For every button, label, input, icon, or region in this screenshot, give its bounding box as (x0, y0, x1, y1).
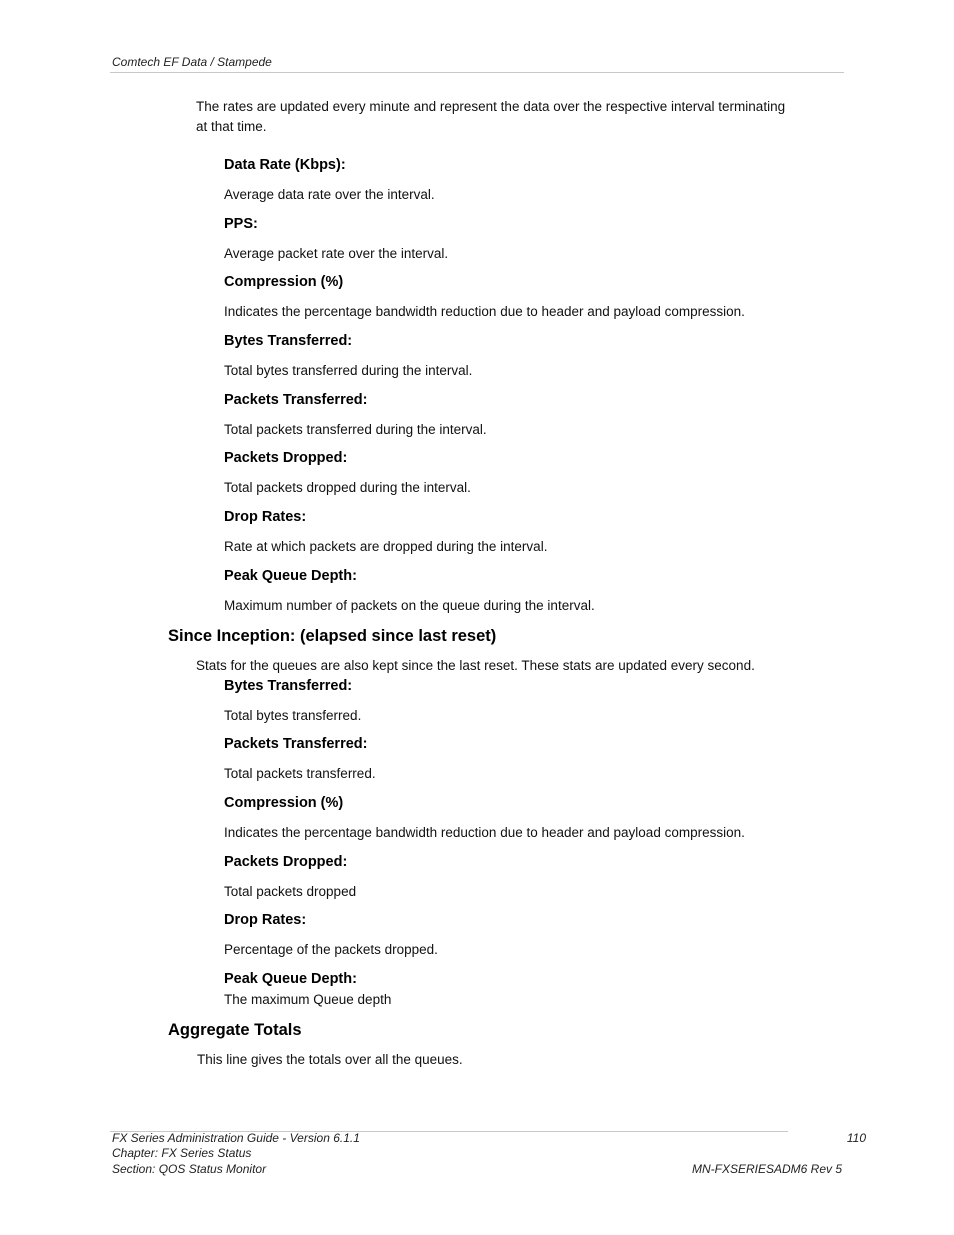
since-desc-packets-transferred: Total packets transferred. (224, 766, 376, 781)
running-header: Comtech EF Data / Stampede (112, 55, 272, 69)
footer-chapter: Chapter: FX Series Status (112, 1146, 252, 1160)
desc-data-rate: Average data rate over the interval. (224, 187, 435, 202)
since-desc-peak-queue-depth: The maximum Queue depth (224, 992, 392, 1007)
desc-packets-dropped: Total packets dropped during the interval. (224, 480, 471, 495)
footer-section: Section: QOS Status Monitor (112, 1162, 267, 1176)
since-desc-bytes-transferred: Total bytes transferred. (224, 708, 362, 723)
since-desc-compression: Indicates the percentage bandwidth reduction due to header and payload compression. (224, 825, 745, 840)
since-desc-drop-rates: Percentage of the packets dropped. (224, 942, 438, 957)
since-desc-packets-dropped: Total packets dropped (224, 884, 357, 899)
desc-bytes-transferred: Total bytes transferred during the interval. (224, 363, 473, 378)
intro-line-2: at that time. (196, 119, 267, 134)
since-term-bytes-transferred: Bytes Transferred: (224, 678, 353, 694)
desc-packets-transferred: Total packets transferred during the interval. (224, 422, 487, 437)
term-compression: Compression (%) (224, 274, 344, 290)
page-number: 110 (846, 1131, 866, 1145)
desc-compression: Indicates the percentage bandwidth reduction due to header and payload compression. (224, 304, 745, 319)
footer-guide-title: FX Series Administration Guide - Version 6.1.1 (112, 1131, 360, 1145)
term-peak-queue-depth: Peak Queue Depth: (224, 568, 357, 584)
term-bytes-transferred: Bytes Transferred: (224, 333, 353, 349)
term-data-rate: Data Rate (Kbps): (224, 157, 346, 173)
since-term-packets-dropped: Packets Dropped: (224, 854, 348, 870)
since-term-compression: Compression (%) (224, 795, 344, 811)
since-term-peak-queue-depth: Peak Queue Depth: (224, 971, 357, 987)
since-inception-heading: Since Inception: (elapsed since last reset) (168, 627, 497, 645)
intro-line-1: The rates are updated every minute and represent the data over the respective interval terminating (196, 99, 786, 114)
desc-drop-rates: Rate at which packets are dropped during the interval. (224, 539, 548, 554)
term-packets-transferred: Packets Transferred: (224, 392, 368, 408)
since-inception-intro: Stats for the queues are also kept since the last reset. These stats are updated every second. (196, 658, 755, 673)
footer-document-id: MN-FXSERIESADM6 Rev 5 (691, 1162, 842, 1176)
aggregate-totals-text: This line gives the totals over all the queues. (197, 1052, 463, 1067)
term-drop-rates: Drop Rates: (224, 509, 307, 525)
term-packets-dropped: Packets Dropped: (224, 450, 348, 466)
since-term-packets-transferred: Packets Transferred: (224, 736, 368, 752)
header-rule (110, 72, 844, 73)
term-pps: PPS: (224, 216, 258, 232)
desc-pps: Average packet rate over the interval. (224, 246, 449, 261)
aggregate-totals-heading: Aggregate Totals (168, 1021, 302, 1039)
desc-peak-queue-depth: Maximum number of packets on the queue during the interval. (224, 598, 595, 613)
since-term-drop-rates: Drop Rates: (224, 912, 307, 928)
